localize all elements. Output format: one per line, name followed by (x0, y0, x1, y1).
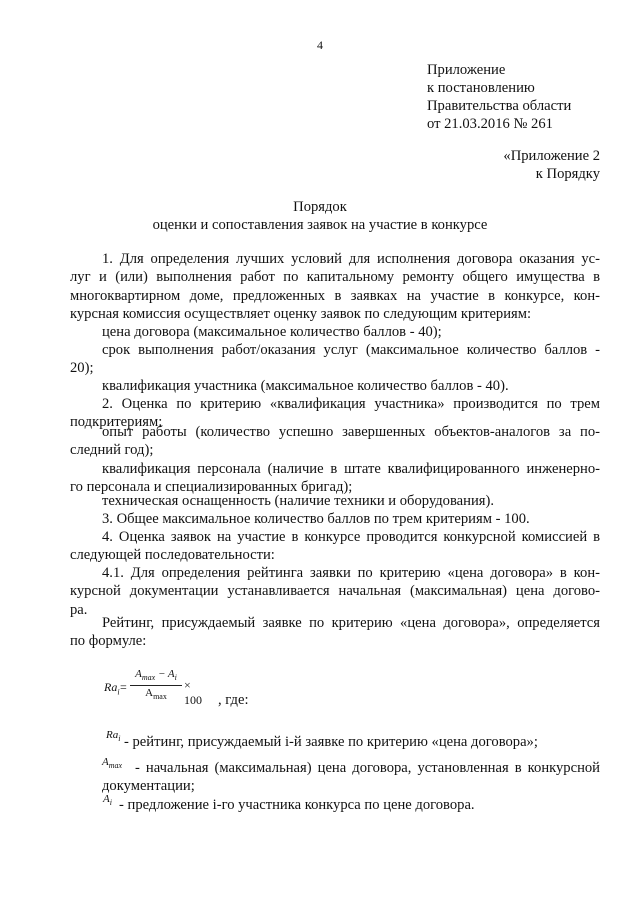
subcriterion-3 (102, 492, 600, 510)
rating-line-2: по формуле: (70, 633, 147, 650)
def2-symbol: $A_{max}$ (102, 756, 123, 771)
paragraph-4-1 (70, 564, 600, 619)
appendix2-line-2: к Порядку (535, 166, 600, 182)
formula-where: , где: (218, 692, 249, 708)
paragraph-3-text: 3. Общее максимальное количество баллов по трем критериям - 100. (102, 511, 530, 527)
appendix-line-3: Правительства области (427, 98, 572, 114)
formula-numerator: $A_{max} - A_i$ (135, 668, 177, 683)
def2-line-2: документации; (102, 778, 195, 795)
def2-line-1: - начальная (максимальная) цена договора, установленная в конкурсной (135, 760, 600, 776)
paragraph-2-line-1: 2. Оценка по критерию «квалификация участника» производится по трем (102, 396, 600, 412)
formula-lhs: $Ra_i$ (104, 680, 120, 697)
page-title: Порядок (293, 199, 347, 215)
subcriterion-3-text: техническая оснащенность (наличие техники и оборудования). (102, 493, 494, 509)
paragraph-4-1-line-2: курсной документации устанавливается начальная (максимальная) цена догово- (70, 583, 600, 600)
def2 (102, 759, 600, 796)
appendix2-line-1: «Приложение 2 (503, 148, 600, 164)
appendix-line-1: Приложение (427, 62, 506, 78)
subcriterion-2-line-2: го персонала и специализированных бригад); (70, 479, 353, 496)
page-subtitle: оценки и сопоставления заявок на участие в конкурсе (152, 217, 488, 233)
formula-denominator: $A_{max}$ (145, 687, 167, 702)
def3-text: - предложение i-го участника конкурса по цене договора. (119, 797, 475, 813)
criterion-2-line-2: 20); (70, 360, 94, 377)
subcriterion-1-line-2: следний год); (70, 442, 154, 459)
paragraph-4-1-line-1: 4.1. Для определения рейтинга заявки по критерию «цена договора» в кон- (102, 565, 600, 581)
criterion-2-line-1: срок выполнения работ/оказания услуг (максимальное количество баллов - (102, 342, 600, 358)
rating-line-1: Рейтинг, присуждаемый заявке по критерию «цена договора», определяется (102, 615, 600, 631)
paragraph-4-1-line-3: ра. (70, 601, 88, 618)
subcriterion-1-line-1: опыт работы (количество успешно завершенных объектов-аналогов за по- (102, 424, 600, 440)
page-number: 4 (317, 38, 323, 52)
paragraph-1-line-3: многоквартирном доме, предложенных в заявках на участие в конкурсе, кон- (70, 287, 600, 304)
paragraph-3 (102, 510, 600, 528)
criterion-3-text: квалификация участника (максимальное количество баллов - 40). (102, 378, 509, 394)
criterion-3 (102, 377, 600, 395)
paragraph-4-line-1: 4. Оценка заявок на участие в конкурсе проводится конкурсной комиссией в (102, 529, 600, 545)
formula-fraction-bar (130, 685, 182, 686)
criterion-2 (70, 341, 600, 378)
appendix-line-4: от 21.03.2016 № 261 (427, 116, 553, 132)
paragraph-2-line-2: подкритериям: (70, 414, 163, 431)
def1-text: - рейтинг, присуждаемый i-й заявке по критерию «цена договора»; (124, 734, 538, 750)
paragraph-1-line-2: луг и (или) выполнения работ по капитальному ремонту общего имущества в (70, 269, 600, 286)
paragraph-1 (70, 250, 600, 323)
paragraph-4-line-2: следующей последовательности: (70, 547, 275, 564)
paragraph-1-line-1: 1. Для определения лучших условий для исполнения договора оказания ус- (102, 251, 600, 267)
def3-symbol: $A_i$ (103, 793, 112, 808)
rating-paragraph (70, 614, 600, 651)
appendix-line-2: к постановлению (427, 80, 535, 96)
paragraph-4 (70, 528, 600, 565)
criterion-1-text: цена договора (максимальное количество баллов - 40); (102, 324, 442, 340)
def1-symbol: $Ra_i$ (106, 729, 121, 744)
criterion-1 (102, 323, 600, 341)
subcriterion-2-line-1: квалификация персонала (наличие в штате квалифицированного инженерно- (102, 461, 600, 477)
formula-multiplier: × 100 (184, 678, 202, 707)
subcriterion-1 (70, 423, 600, 460)
formula-equals: = (120, 680, 127, 694)
paragraph-1-line-4: курсная комиссия осуществляет оценку заявок по следующим критериям: (70, 305, 532, 322)
